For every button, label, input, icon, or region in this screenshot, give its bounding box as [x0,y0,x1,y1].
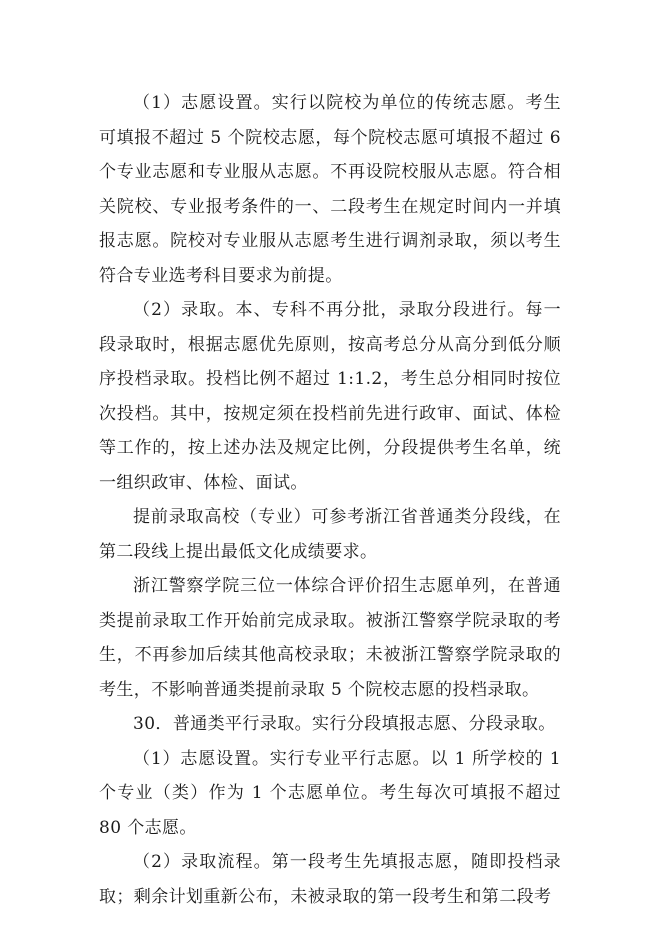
paragraph-admission: （2）录取。本、专科不再分批，录取分段进行。每一段录取时，根据志愿优先原则，按高考总分从高分到低分顺序投档录取。投档比例不超过 1:1.2，考生总分相同时按位次投档。其中，按规定须在投档前先进行政审、面试、体检等工作的，按上述办法及规定比例，分段提供考生名单，统一组织政审、体检、面试。 [99,300,561,493]
paragraph-admission-process: （2）录取流程。第一段考生先填报志愿，随即投档录取；剩余计划重新公布，未被录取的第一段考生和第二段考 [99,852,561,907]
paragraph-police-college: 浙江警察学院三位一体综合评价招生志愿单列，在普通类提前录取工作开始前完成录取。被浙江警察学院录取的考生，不再参加后续其他高校录取；未被浙江警察学院录取的考生，不影响普通类提前录取 5 个院校志愿的投档录取。 [99,576,561,700]
paragraph-article-30: 30．普通类平行录取。实行分段填报志愿、分段录取。 [133,714,556,734]
paragraph-early-admission: 提前录取高校（专业）可参考浙江省普通类分段线，在第二段线上提出最低文化成绩要求。 [99,507,561,562]
paragraph-volunteer-setting-1: （1）志愿设置。实行以院校为单位的传统志愿。考生可填报不超过 5 个院校志愿，每个院校志愿可填报不超过 6 个专业志愿和专业服从志愿。不再设院校服从志愿。符合相关院校、专业报考条件的一、二段考生在规定时间内一并填报志愿。院校对专业服从志愿考生进行调剂录取，须以考生符合专业选考科目要求为前提。 [99,93,561,286]
paragraph-volunteer-setting-2: （1）志愿设置。实行专业平行志愿。以 1 所学校的 1 个专业（类）作为 1 个志愿单位。考生每次可填报不超过 80 个志愿。 [99,748,561,838]
document-body [99,86,561,914]
